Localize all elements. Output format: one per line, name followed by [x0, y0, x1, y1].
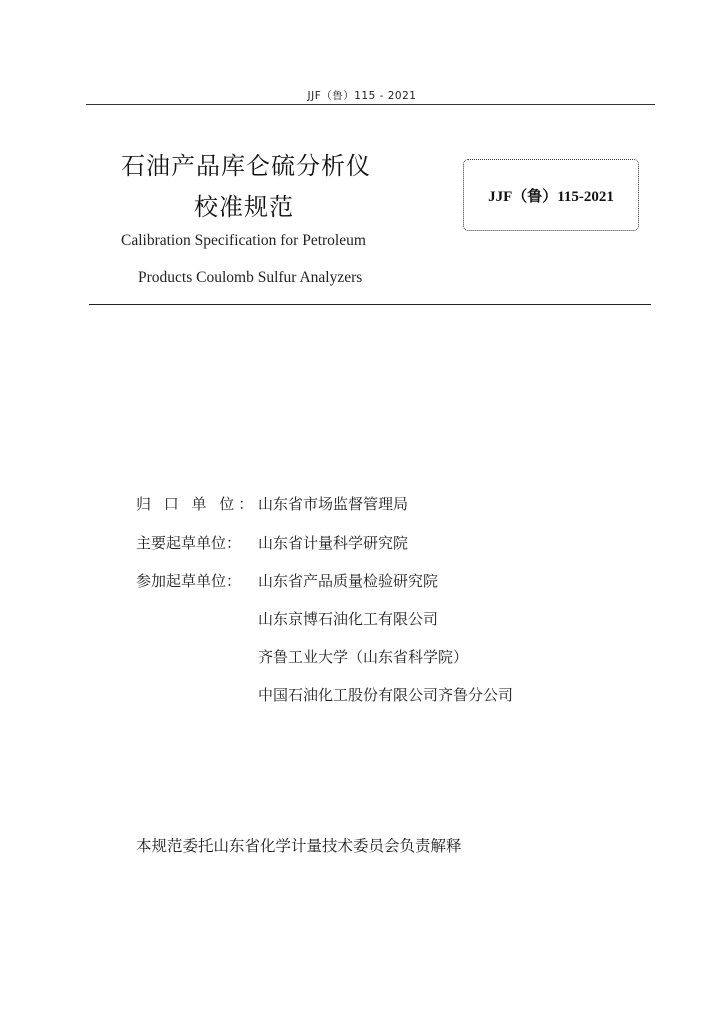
title-chinese-line-1: 石油产品库仑硫分析仪: [121, 152, 371, 180]
interpretation-statement: 本规范委托山东省化学计量技术委员会负责解释: [136, 837, 462, 855]
specification-code-box: [463, 159, 639, 231]
main-drafter-label: 主要起草单位：: [136, 534, 242, 552]
title-divider: [89, 304, 651, 305]
participating-drafters-label: 参加起草单位：: [136, 572, 242, 590]
specification-code: JJF（鲁）115-2021: [488, 188, 614, 205]
title-english-line-2: Products Coulomb Sulfur Analyzers: [138, 269, 363, 286]
participating-drafter-3: 齐鲁工业大学（山东省科学院）: [258, 648, 469, 666]
header-rule: [86, 104, 655, 105]
participating-drafter-1: 山东省产品质量检验研究院: [258, 572, 439, 590]
responsible-unit-label: 归 口 单 位：: [136, 495, 258, 513]
title-chinese-line-2: 校准规范: [194, 193, 294, 221]
title-english-line-1: Calibration Specification for Petroleum: [121, 232, 366, 249]
participating-drafter-4: 中国石油化工股份有限公司齐鲁分公司: [258, 686, 514, 704]
participating-drafter-2: 山东京博石油化工有限公司: [258, 610, 439, 628]
running-header: JJF（鲁）115 - 2021: [307, 90, 417, 102]
responsible-unit-value: 山东省市场监督管理局: [258, 495, 409, 513]
main-drafter-value: 山东省计量科学研究院: [258, 534, 409, 552]
